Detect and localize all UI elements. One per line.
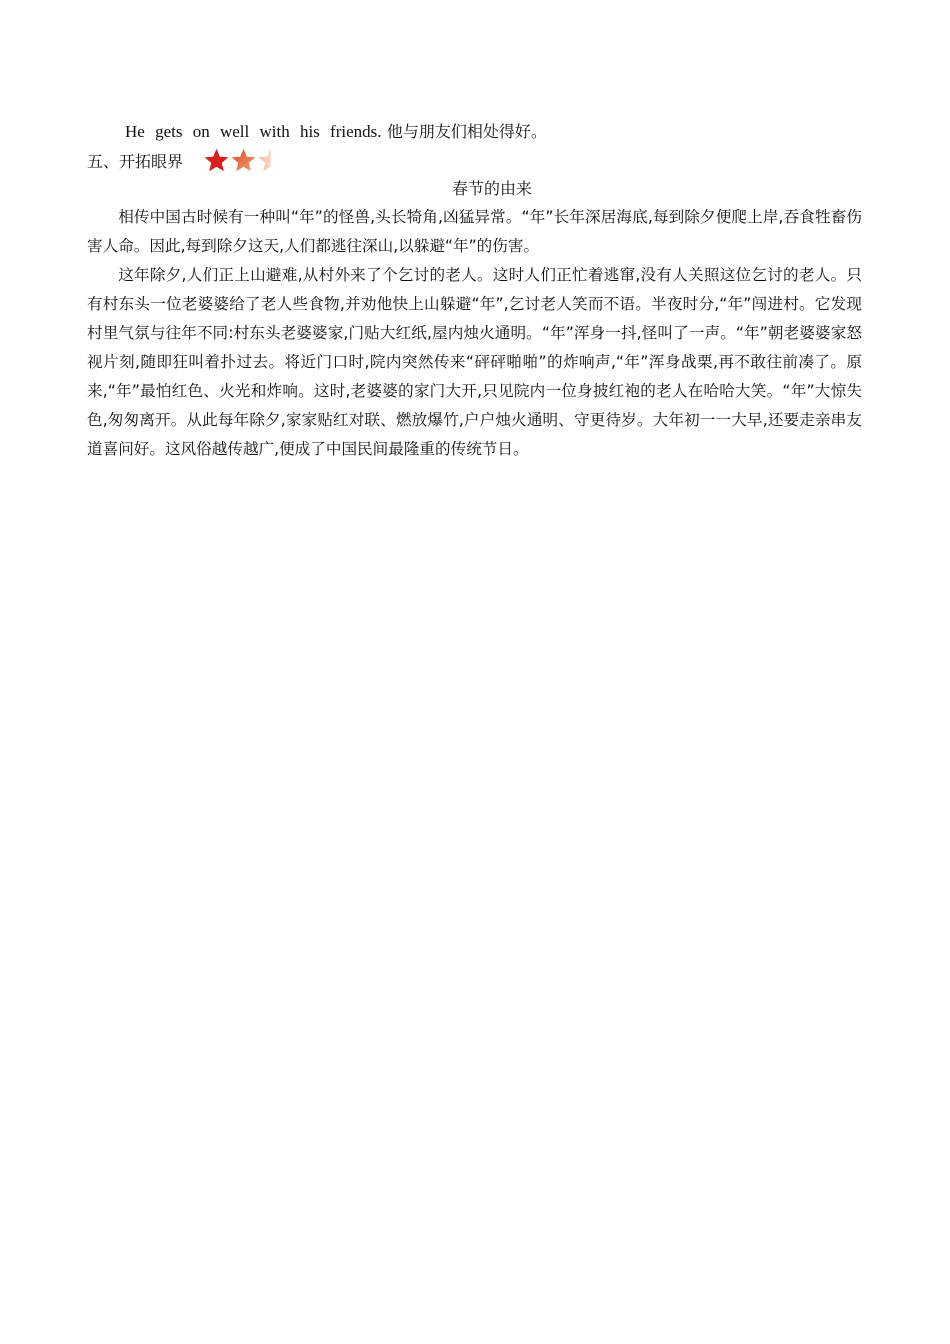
star-icon xyxy=(230,147,257,174)
article-paragraph: 相传中国古时候有一种叫“年”的怪兽,头长犄角,凶猛异常。“年”长年深居海底,每到除夕便爬上岸,吞食牲畜伤害人命。因此,每到除夕这天,人们都逃往深山,以躲避“年”的伤害。 xyxy=(87,208,862,255)
section-heading xyxy=(87,147,284,174)
example-sentence xyxy=(125,119,547,142)
example-english: He gets on well with his friends. xyxy=(125,122,382,141)
article-paragraph: 这年除夕,人们正上山避难,从村外来了个乞讨的老人。这时人们正忙着逃窜,没有人关照这位乞讨的老人。只有村东头一位老婆婆给了老人些食物,并劝他快上山躲避“年”,乞讨老人笑而不语。半夜时分,“年”闯进村。它发现村里气氛与往年不同:村东头老婆婆家,门贴大红纸,屋内烛火通明。“年”浑身一抖,怪叫了一声。“年”朝老婆婆家怒视片刻,随即狂叫着扑过去。将近门口时,院内突然传来“砰砰啪啪”的炸响声,“年”浑身战栗,再不敢往前凑了。原来,“年”最怕红色、火光和炸响。这时,老婆婆的家门大开,只见院内一位身披红袍的老人在哈哈大笑。“年”大惊失色,匆匆离开。从此每年除夕,家家贴红对联、燃放爆竹,户户烛火通明、守更待岁。大年初一一大早,还要走亲串友道喜问好。这风俗越传越广,便成了中国民间最隆重的传统节日。 xyxy=(87,266,862,458)
example-chinese: 他与朋友们相处得好。 xyxy=(386,122,547,141)
article-body xyxy=(87,203,862,464)
half-star-icon xyxy=(257,147,284,174)
star-icon xyxy=(203,147,230,174)
section-heading-text: 五、开拓眼界 xyxy=(87,152,184,171)
difficulty-rating xyxy=(203,147,284,174)
article-title: 春节的由来 xyxy=(451,179,532,198)
